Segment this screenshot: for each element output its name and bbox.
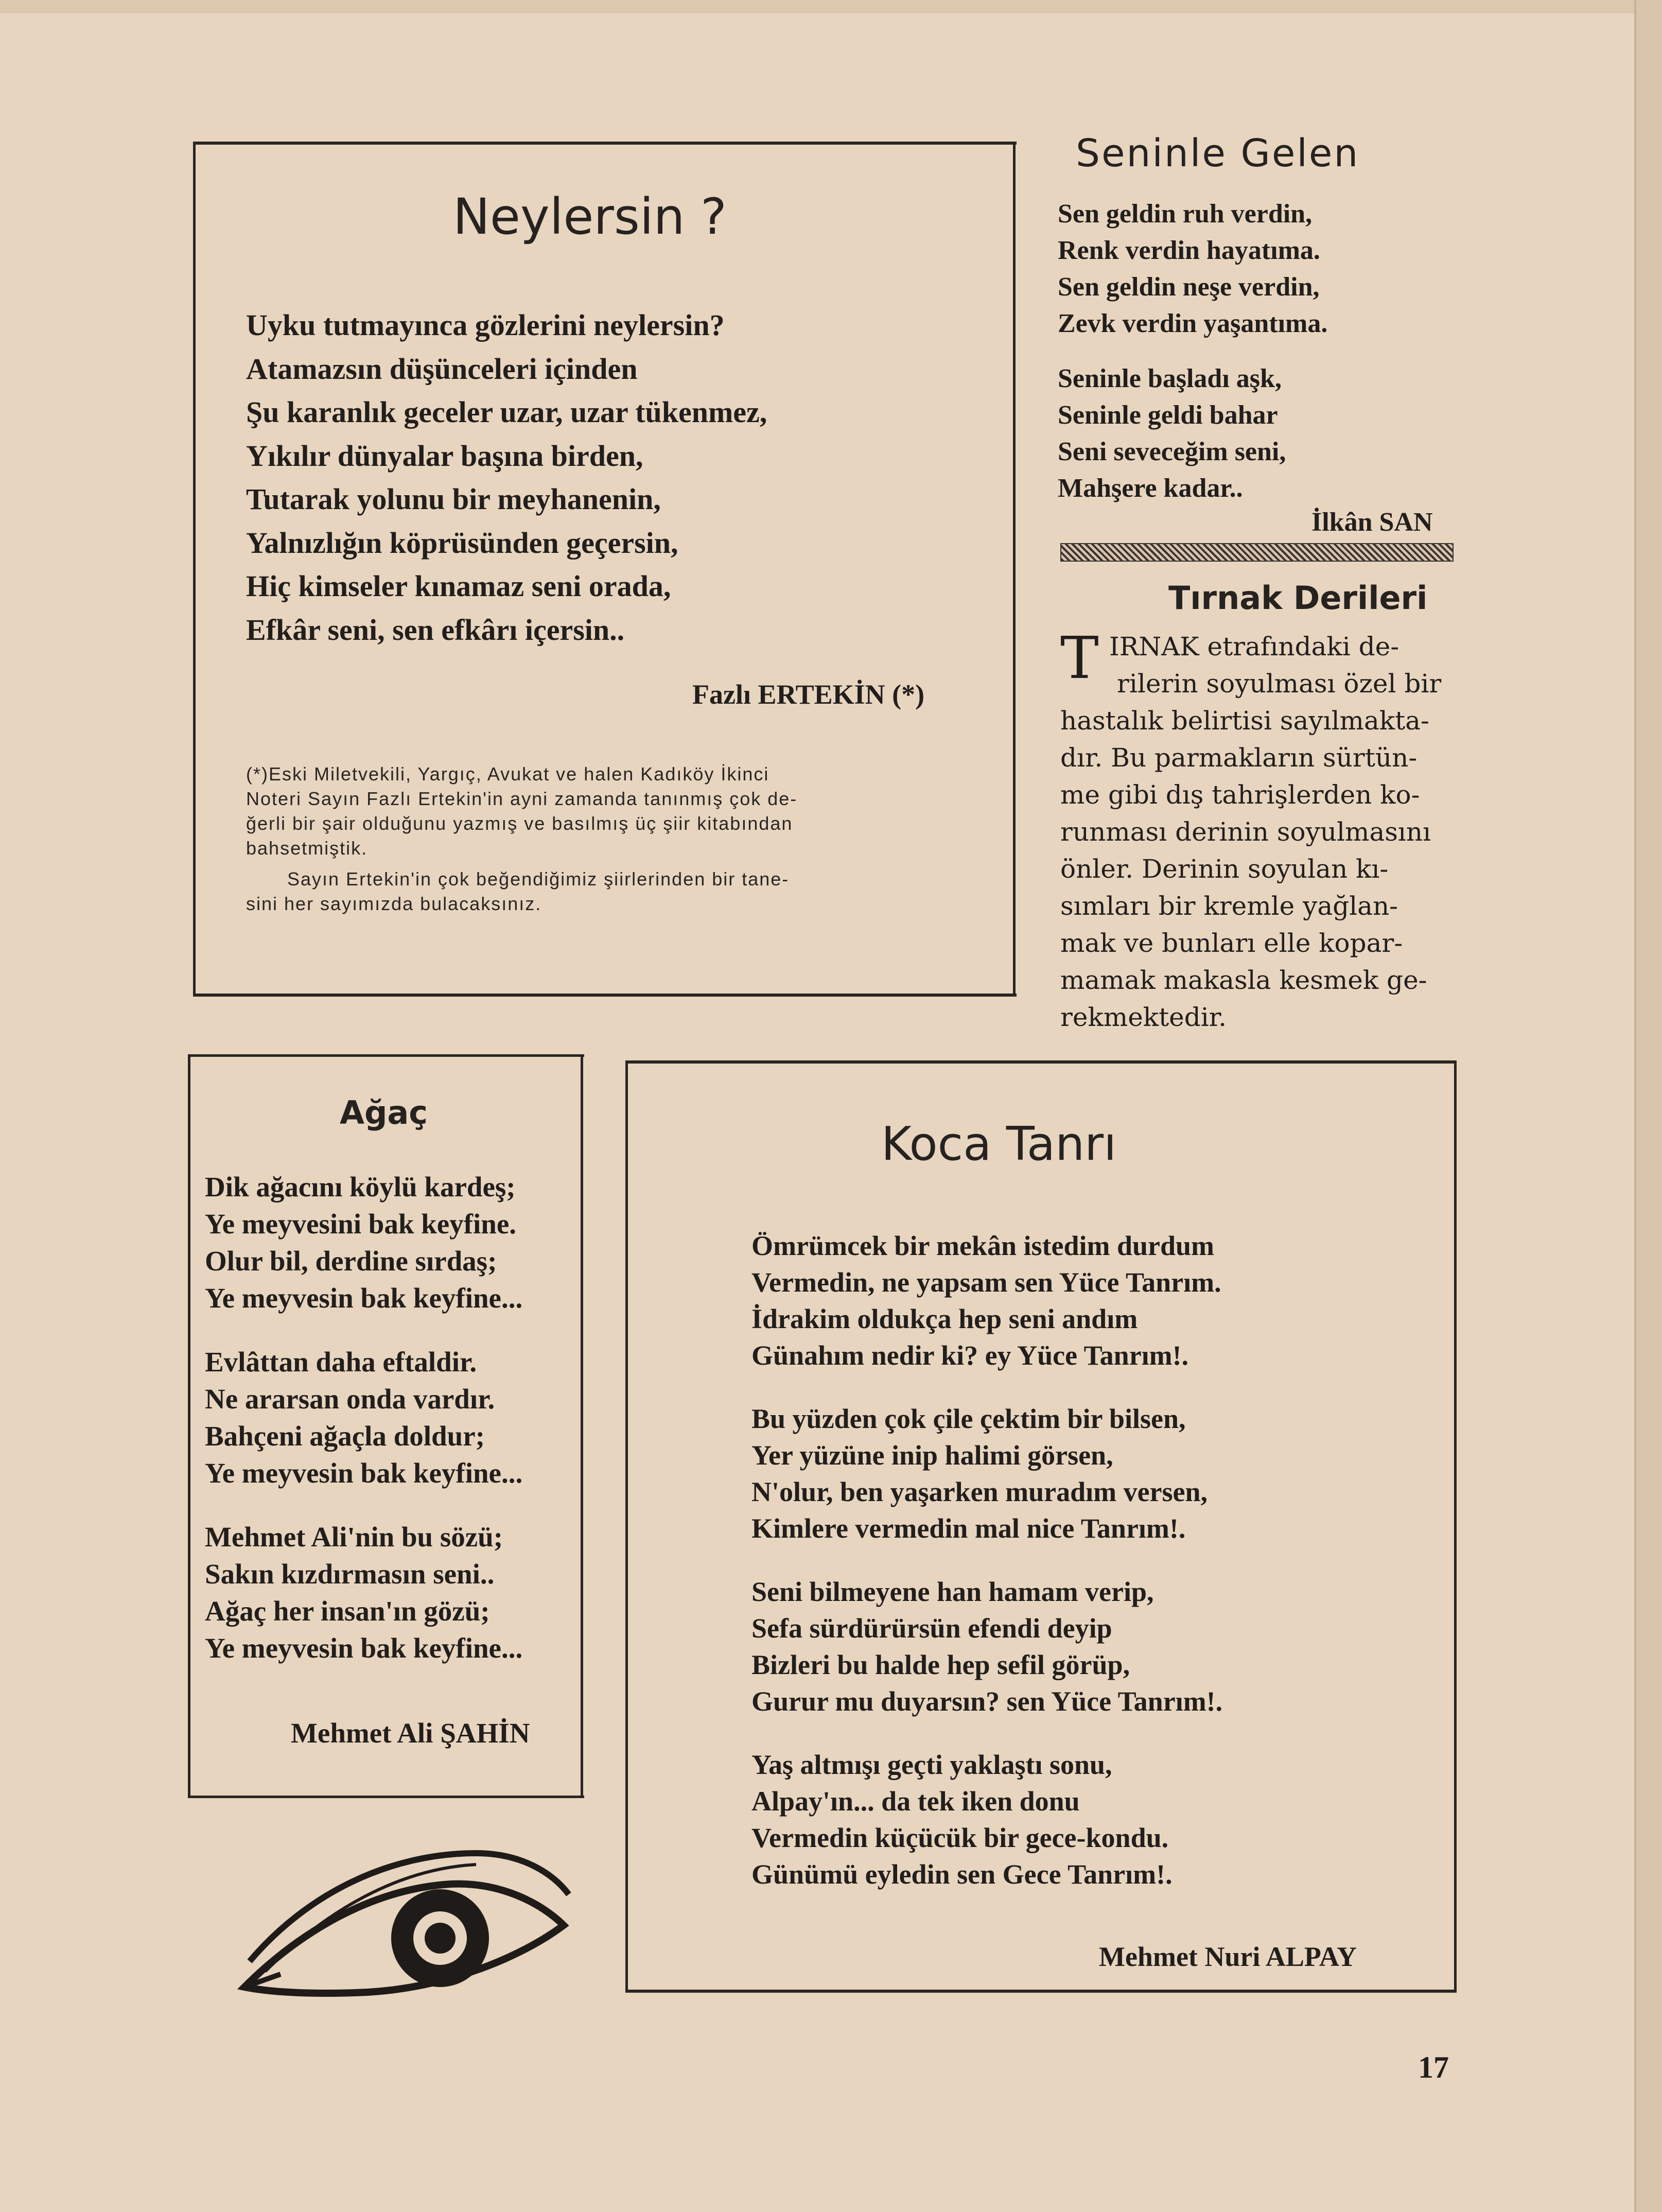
agac-bottom-rule (188, 1796, 584, 1798)
poem-line: Uyku tutmayınca gözlerini neylersin? (246, 308, 725, 342)
poem-line: Seninle geldi bahar (1058, 400, 1278, 430)
poem-line: Bizleri bu halde hep sefil görüp, (751, 1649, 1130, 1680)
koca-bottom-rule (625, 1990, 1457, 1993)
article-line: dır. Bu parmakların sürtün- (1060, 743, 1418, 773)
koca-right-rule (1454, 1060, 1457, 1992)
poem-line: Efkâr seni, sen efkârı içersin.. (246, 613, 625, 647)
eye-icon (234, 1833, 574, 2002)
seninle-gelen-author: İlkân SAN (1311, 508, 1433, 537)
poem-line: Seninle başladı aşk, (1058, 364, 1282, 393)
poem-line: Yıkılır dünyalar başına birden, (246, 439, 643, 473)
poem-line: İdrakim oldukça hep seni andım (751, 1303, 1138, 1334)
footnote-line: ğerli bir şair olduğunu yazmış ve basılmış üç şiir kitabından (246, 813, 793, 834)
poem-line: Tutarak yolunu bir meyhanenin, (246, 482, 661, 516)
koca-tanri-title: Koca Tanrı (881, 1117, 1117, 1171)
seninle-gelen-poem (1058, 196, 1327, 507)
footnote-line: Noteri Sayın Fazlı Ertekin'in ayni zamanda tanınmış çok de- (246, 788, 798, 809)
article-line: rekmektedir. (1060, 1002, 1227, 1032)
poem-line: Şu karanlık geceler uzar, uzar tükenmez, (246, 395, 767, 429)
article-line: me gibi dış tahrişlerden ko- (1060, 780, 1420, 810)
neylersin-title: Neylersin ? (453, 188, 727, 246)
poem-line: Evlâttan daha eftaldir. (205, 1346, 477, 1378)
agac-right-rule (581, 1054, 583, 1798)
poem-line: Mehmet Ali'nin bu sözü; (205, 1521, 503, 1553)
poem-line: Ne ararsan onda vardır. (205, 1383, 495, 1415)
neylersin-right-rule (1013, 142, 1016, 996)
agac-poem (205, 1169, 522, 1667)
page-right-edge (1634, 0, 1662, 2212)
article-line: hastalık belirtisi sayılmakta- (1060, 706, 1429, 736)
article-line: önler. Derinin soyulan kı- (1060, 854, 1389, 884)
article-line: sımları bir kremle yağlan- (1060, 891, 1398, 921)
poem-line: Hiç kimseler kınamaz seni orada, (246, 569, 671, 603)
neylersin-poem (246, 304, 767, 652)
agac-top-rule (188, 1054, 584, 1057)
agac-author: Mehmet Ali ŞAHİN (291, 1717, 530, 1749)
neylersin-author: Fazlı ERTEKİN (*) (692, 679, 925, 710)
neylersin-left-rule (193, 142, 196, 996)
poem-line: Günahım nedir ki? ey Yüce Tanrım!. (751, 1340, 1189, 1371)
poem-line: Yalnızlığın köprüsünden geçersin, (246, 526, 678, 560)
koca-tanri-author: Mehmet Nuri ALPAY (1099, 1941, 1357, 1972)
poem-line: Dik ağacını köylü kardeş; (205, 1171, 516, 1203)
article-line: runması derinin soyulmasını (1060, 817, 1431, 847)
section-divider-hatch (1060, 543, 1454, 562)
neylersin-footnote (246, 762, 797, 916)
poem-line: Atamazsın düşünceleri içinden (246, 352, 638, 386)
poem-line: Sen geldin ruh verdin, (1058, 199, 1313, 229)
koca-top-rule (625, 1060, 1457, 1064)
poem-line: Ye meyvesini bak keyfine. (205, 1208, 516, 1240)
neylersin-top-rule (193, 142, 1017, 145)
tirnak-article (1060, 625, 1442, 1036)
poem-line: Yaş altmışı geçti yaklaştı sonu, (751, 1749, 1112, 1780)
poem-line: Gurur mu duyarsın? sen Yüce Tanrım!. (751, 1686, 1223, 1717)
tirnak-title: Tırnak Derileri (1168, 579, 1428, 617)
poem-line: Mahşere kadar.. (1058, 474, 1243, 503)
article-line: mak ve bunları elle kopar- (1060, 928, 1403, 958)
poem-line: Ömrümcek bir mekân istedim durdum (751, 1230, 1215, 1261)
poem-line: Sakın kızdırmasın seni.. (205, 1558, 495, 1590)
poem-line: Sefa sürdürürsün efendi deyip (751, 1613, 1112, 1644)
poem-line: Yer yüzüne inip halimi görsen, (751, 1440, 1113, 1471)
poem-line: Zevk verdin yaşantıma. (1058, 309, 1328, 338)
poem-line: Olur bil, derdine sırdaş; (205, 1245, 497, 1277)
poem-line: Kimlere vermedin mal nice Tanrım!. (751, 1513, 1186, 1544)
article-line: mamak makasla kesmek ge- (1060, 965, 1427, 995)
poem-line: Vermedin, ne yapsam sen Yüce Tanrım. (751, 1267, 1221, 1298)
poem-line: Vermedin küçücük bir gece-kondu. (751, 1822, 1169, 1853)
neylersin-bottom-rule (193, 994, 1017, 997)
koca-tanri-poem (751, 1228, 1222, 1893)
footnote-line: sini her sayımızda bulacaksınız. (246, 893, 542, 914)
poem-line: N'olur, ben yaşarken muradım versen, (751, 1476, 1208, 1507)
poem-line: Ağaç her insan'ın gözü; (205, 1595, 490, 1627)
article-line: rilerin soyulması özel bir (1117, 669, 1442, 699)
footnote-line: bahsetmiştik. (246, 838, 368, 859)
poem-line: Alpay'ın... da tek iken donu (751, 1786, 1080, 1817)
poem-line: Ye meyvesin bak keyfine... (205, 1282, 523, 1314)
poem-line: Ye meyvesin bak keyfine... (205, 1632, 523, 1664)
poem-line: Seni seveceğim seni, (1058, 437, 1286, 466)
page-top-edge (0, 0, 1662, 13)
poem-line: Renk verdin hayatıma. (1058, 236, 1320, 265)
footnote-line: (*)Eski Miletvekili, Yargıç, Avukat ve halen Kadıköy İkinci (246, 763, 769, 785)
poem-line: Seni bilmeyene han hamam verip, (751, 1576, 1154, 1607)
footnote-line: Sayın Ertekin'in çok beğendiğimiz şiirlerinden bir tane- (287, 868, 790, 890)
agac-title: Ağaç (340, 1094, 428, 1131)
article-line: IRNAK etrafındaki de- (1109, 632, 1399, 661)
agac-left-rule (188, 1054, 190, 1798)
poem-line: Günümü eyledin sen Gece Tanrım!. (751, 1859, 1173, 1890)
page-number: 17 (1418, 2050, 1449, 2084)
poem-line: Ye meyvesin bak keyfine... (205, 1457, 523, 1489)
koca-left-rule (625, 1060, 628, 1992)
drop-cap: T (1060, 625, 1099, 692)
poem-line: Bu yüzden çok çile çektim bir bilsen, (751, 1403, 1186, 1434)
seninle-gelen-title: Seninle Gelen (1076, 131, 1360, 176)
poem-line: Sen geldin neşe verdin, (1058, 272, 1320, 302)
poem-line: Bahçeni ağaçla doldur; (205, 1420, 485, 1452)
